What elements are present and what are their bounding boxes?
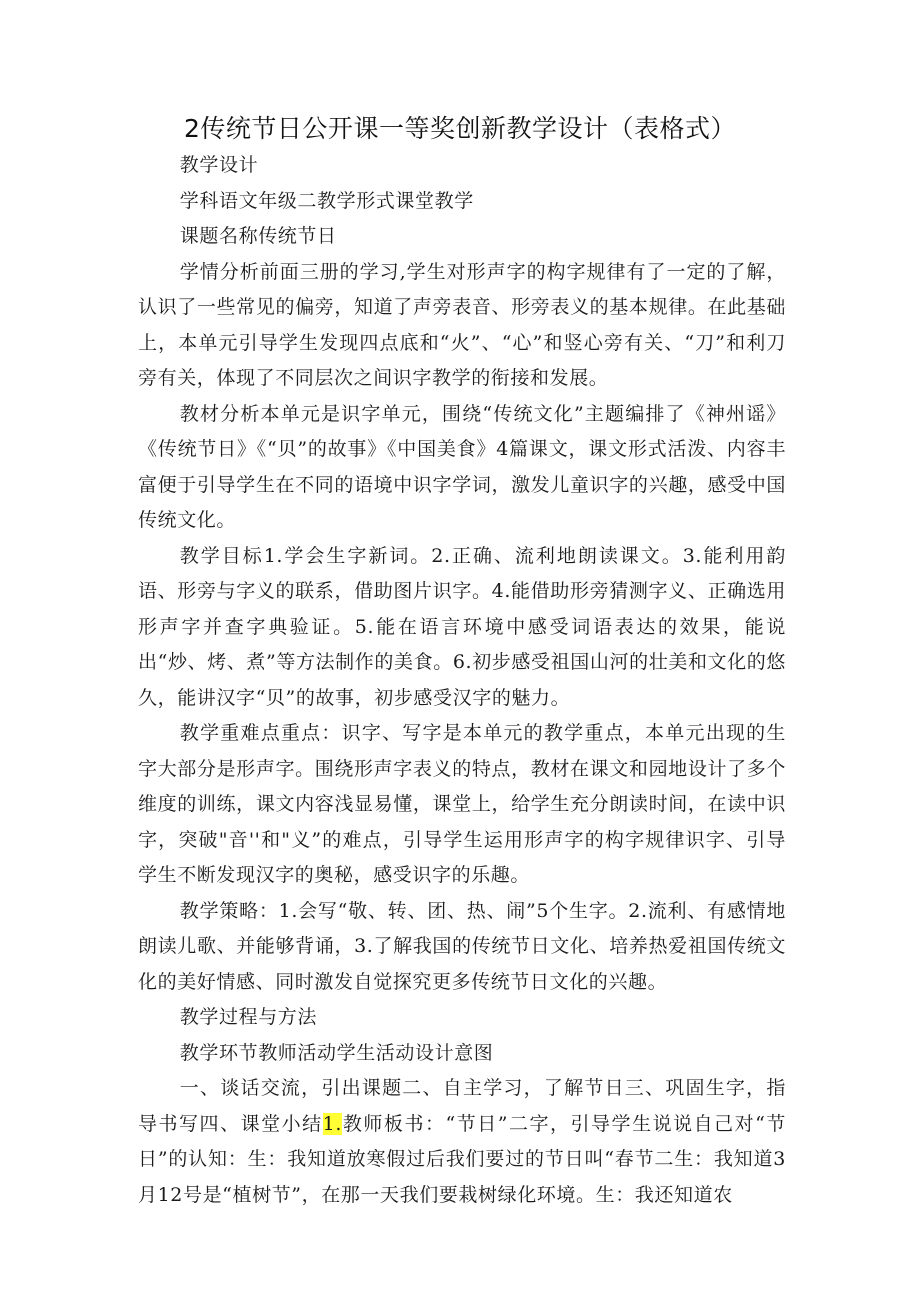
paragraph-learner-analysis: 学情分析前面三册的学习,学生对形声字的构字规律有了一定的了解，认识了一些常见的偏旁，知道了声旁表音、形旁表义的基本规律。在此基础上，本单元引导学生发现四点底和“火”、“心”和竖心旁有关、“刀”和利刀旁有关，体现了不同层次之间识字教学的衔接和发展。 [138, 260, 786, 389]
document-body [138, 148, 786, 1213]
paragraph-process-content [138, 1071, 786, 1213]
paragraph-topic: 课题名称传统节日 [179, 225, 337, 247]
paragraph-material-analysis: 教材分析本单元是识字单元，围绕“传统文化”主题编排了《神州谣》《传统节日》《“贝”的故事》《中国美食》4篇课文，课文形式活泼、内容丰富便于引导学生在不同的语境中识字学词，激发儿童识字的兴趣，感受中国传统文化。 [138, 402, 786, 531]
paragraph-process-heading: 教学过程与方法 [179, 1006, 317, 1028]
paragraph-heading: 教学设计 [179, 154, 259, 176]
highlighted-text: 1. [322, 1112, 342, 1135]
text-run: 教师板书：“节日”二字，引导学生说说自己对“节日”的认知：生：我知道放寒假过后我们要过的节日叫“春节二生：我知道3月12号是“植树节”，在那一天我们要栽树绿化环境。生：我还知道农 [138, 1112, 786, 1206]
paragraph-teaching-goals: 教学目标1.学会生字新词。2.正确、流利地朗读课文。3.能利用韵语、形旁与字义的联系，借助图片识字。4.能借助形旁猜测字义、正确选用形声字并查字典验证。5.能在语言环境中感受词语表达的效果，能说出“炒、烤、煮”等方法制作的美食。6.初步感受祖国山河的壮美和文化的悠久，能讲汉字“贝”的故事，初步感受汉字的魅力。 [138, 544, 786, 709]
paragraph-strategy: 教学策略：1.会写“敬、转、团、热、闹”5个生字。2.流利、有感情地朗读儿歌、并能够背诵，3.了解我国的传统节日文化、培养热爱祖国传统文化的美好情感、同时激发自觉探究更多传统节日文化的兴趣。 [138, 899, 786, 993]
paragraph-subject: 学科语文年级二教学形式课堂教学 [179, 189, 474, 212]
paragraph-key-points: 教学重难点重点：识字、写字是本单元的教学重点，本单元出现的生字大部分是形声字。围绕形声字表义的特点，教材在课文和园地设计了多个维度的训练，课文内容浅显易懂，课堂上，给学生充分朗读时间，在读中识字，突破"音''和"义”的难点，引导学生运用形声字的构字规律识字、引导学生不断发现汉字的奥秘，感受识字的乐趣。 [138, 722, 786, 886]
text-run: 一、谈话交流，引出课题二、自主学习，了解节日三、巩固生字，指导书写四、课堂小结 [138, 1077, 786, 1135]
document-title: 2传统节日公开课一等奖创新教学设计（表格式） [184, 114, 736, 143]
paragraph-table-header: 教学环节教师活动学生活动设计意图 [179, 1041, 494, 1064]
